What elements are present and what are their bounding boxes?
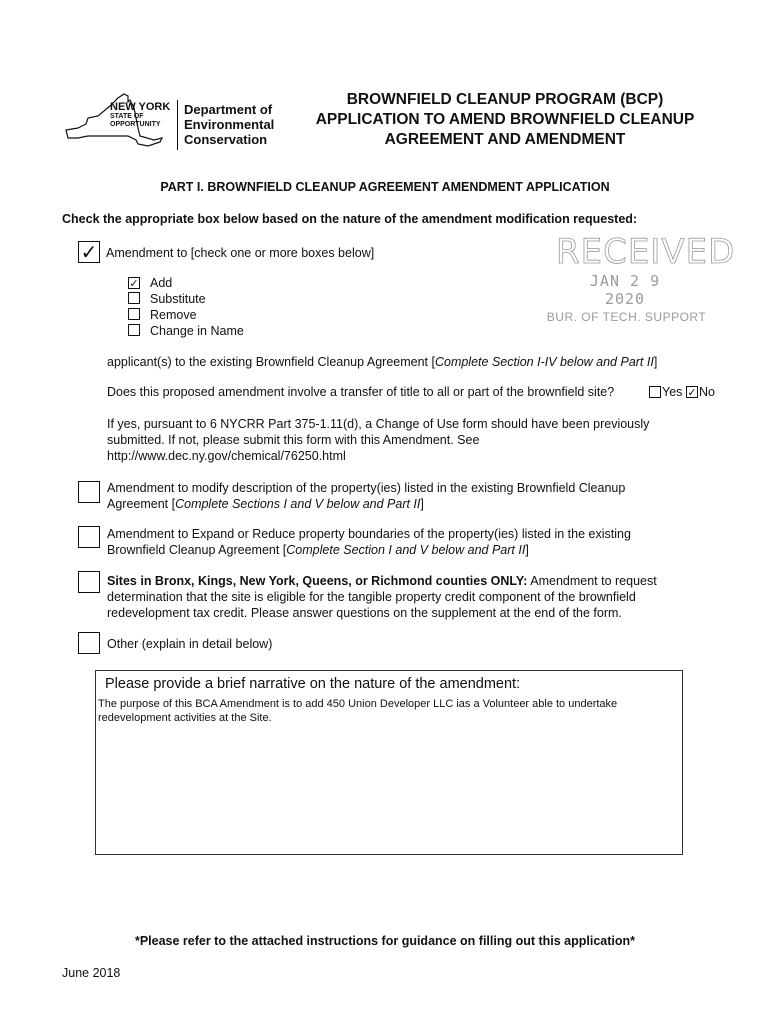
received-stamp-title: RECEIVED	[556, 232, 736, 272]
sites-line: redevelopment tax credit. Please answer questions on the supplement at the end of the form.	[107, 606, 622, 620]
transfer-no-checkbox[interactable]: ✓	[687, 385, 697, 399]
logo-state-name	[110, 102, 170, 129]
other-checkbox[interactable]	[78, 632, 100, 654]
transfer-yes-checkbox[interactable]	[649, 386, 661, 398]
applicant-amendment-checkbox[interactable]: ✓	[78, 241, 100, 263]
change-in-name-checkbox[interactable]	[128, 324, 140, 336]
narrative-text	[98, 697, 678, 725]
sites-line: Amendment to request	[527, 574, 657, 588]
applicant-amendment-label: Amendment to [check one or more boxes below]	[106, 246, 375, 260]
instruction-text: Check the appropriate box below based on the nature of the amendment modification requested:	[62, 212, 638, 226]
logo-state-line: NEW YORK	[110, 101, 171, 113]
desc-close: ]	[653, 355, 658, 369]
modify-line-plain: Agreement [	[107, 497, 176, 511]
modify-line-italic: Complete Sections I and V below and Part II	[175, 497, 421, 511]
logo-state-line: OPPORTUNITY	[110, 121, 161, 128]
add-checkbox[interactable]: ✓	[129, 276, 139, 290]
change-of-use-link[interactable]: http://www.dec.ny.gov/chemical/76250.html	[107, 449, 346, 463]
add-label: Add	[150, 276, 173, 290]
if-yes-note	[107, 416, 649, 464]
dept-line: Environmental	[184, 117, 275, 132]
change-in-name-label: Change in Name	[150, 324, 244, 338]
transfer-no-label: No	[699, 385, 715, 399]
form-revision-date: June 2018	[62, 966, 121, 980]
title-line: BROWNFIELD CLEANUP PROGRAM (BCP)	[346, 91, 664, 108]
logo-state-line: STATE OF	[110, 113, 144, 120]
sites-bold-lead: Sites in Bronx, Kings, New York, Queens, or Richmond counties ONLY:	[107, 574, 528, 588]
applicant-description	[107, 354, 657, 370]
narrative-line: The purpose of this BCA Amendment is to add 450 Union Developer LLC ias a Volunteer able to undertake	[98, 698, 618, 710]
logo-divider	[177, 100, 178, 150]
substitute-checkbox[interactable]	[128, 292, 140, 304]
narrative-prompt: Please provide a brief narrative on the nature of the amendment:	[105, 676, 521, 692]
desc-italic: Complete Section I-IV below and Part II	[434, 355, 654, 369]
substitute-label: Substitute	[150, 292, 206, 306]
transfer-question-text: Does this proposed amendment involve a transfer of title to all or part of the brownfield site?	[107, 385, 615, 399]
tangible-property-credit-checkbox[interactable]	[78, 571, 100, 593]
desc-text: applicant(s) to the existing Brownfield Cleanup Agreement [	[107, 355, 435, 369]
if-yes-line: submitted. If not, please submit this form with this Amendment. See	[107, 433, 480, 447]
expand-line-plain: Brownfield Cleanup Agreement [	[107, 543, 287, 557]
received-stamp-date: JAN 2 9 2020	[589, 272, 661, 308]
title-line: APPLICATION TO AMEND BROWNFIELD CLEANUP	[315, 111, 695, 128]
form-title	[285, 90, 725, 150]
received-stamp-department: BUR. OF TECH. SUPPORT	[546, 310, 707, 324]
expand-reduce-checkbox[interactable]	[78, 526, 100, 548]
remove-label: Remove	[150, 308, 197, 322]
expand-line: Amendment to Expand or Reduce property boundaries of the property(ies) listed in the existing	[107, 527, 631, 541]
transfer-yes-label: Yes	[662, 385, 683, 399]
instructions-note: *Please refer to the attached instructions for guidance on filling out this application*	[134, 934, 636, 948]
logo-department-name	[184, 102, 274, 147]
modify-description-checkbox[interactable]	[78, 481, 100, 503]
if-yes-line: If yes, pursuant to 6 NYCRR Part 375-1.11(d), a Change of Use form should have been previously	[107, 417, 650, 431]
sites-line: determination that the site is eligible for the tangible property credit component of the brownfield	[107, 590, 636, 604]
expand-reduce-label	[107, 526, 631, 558]
remove-checkbox[interactable]	[128, 308, 140, 320]
modify-line-close: ]	[420, 497, 424, 511]
part-heading: PART I. BROWNFIELD CLEANUP AGREEMENT AMENDMENT APPLICATION	[160, 180, 610, 194]
expand-line-italic: Complete Section I and V below and Part II	[286, 543, 526, 557]
dept-line: Conservation	[184, 132, 268, 147]
other-label: Other (explain in detail below)	[107, 637, 273, 651]
title-line: AGREEMENT AND AMENDMENT	[384, 131, 626, 148]
transfer-question	[107, 384, 614, 400]
tangible-property-credit-label	[107, 573, 657, 621]
modify-description-label	[107, 480, 625, 512]
narrative-line: redevelopment activities at the Site.	[98, 712, 272, 724]
dept-line: Department of	[184, 102, 273, 117]
expand-line-close: ]	[525, 543, 529, 557]
modify-line: Amendment to modify description of the property(ies) listed in the existing Brownfield Cleanup	[107, 481, 626, 495]
